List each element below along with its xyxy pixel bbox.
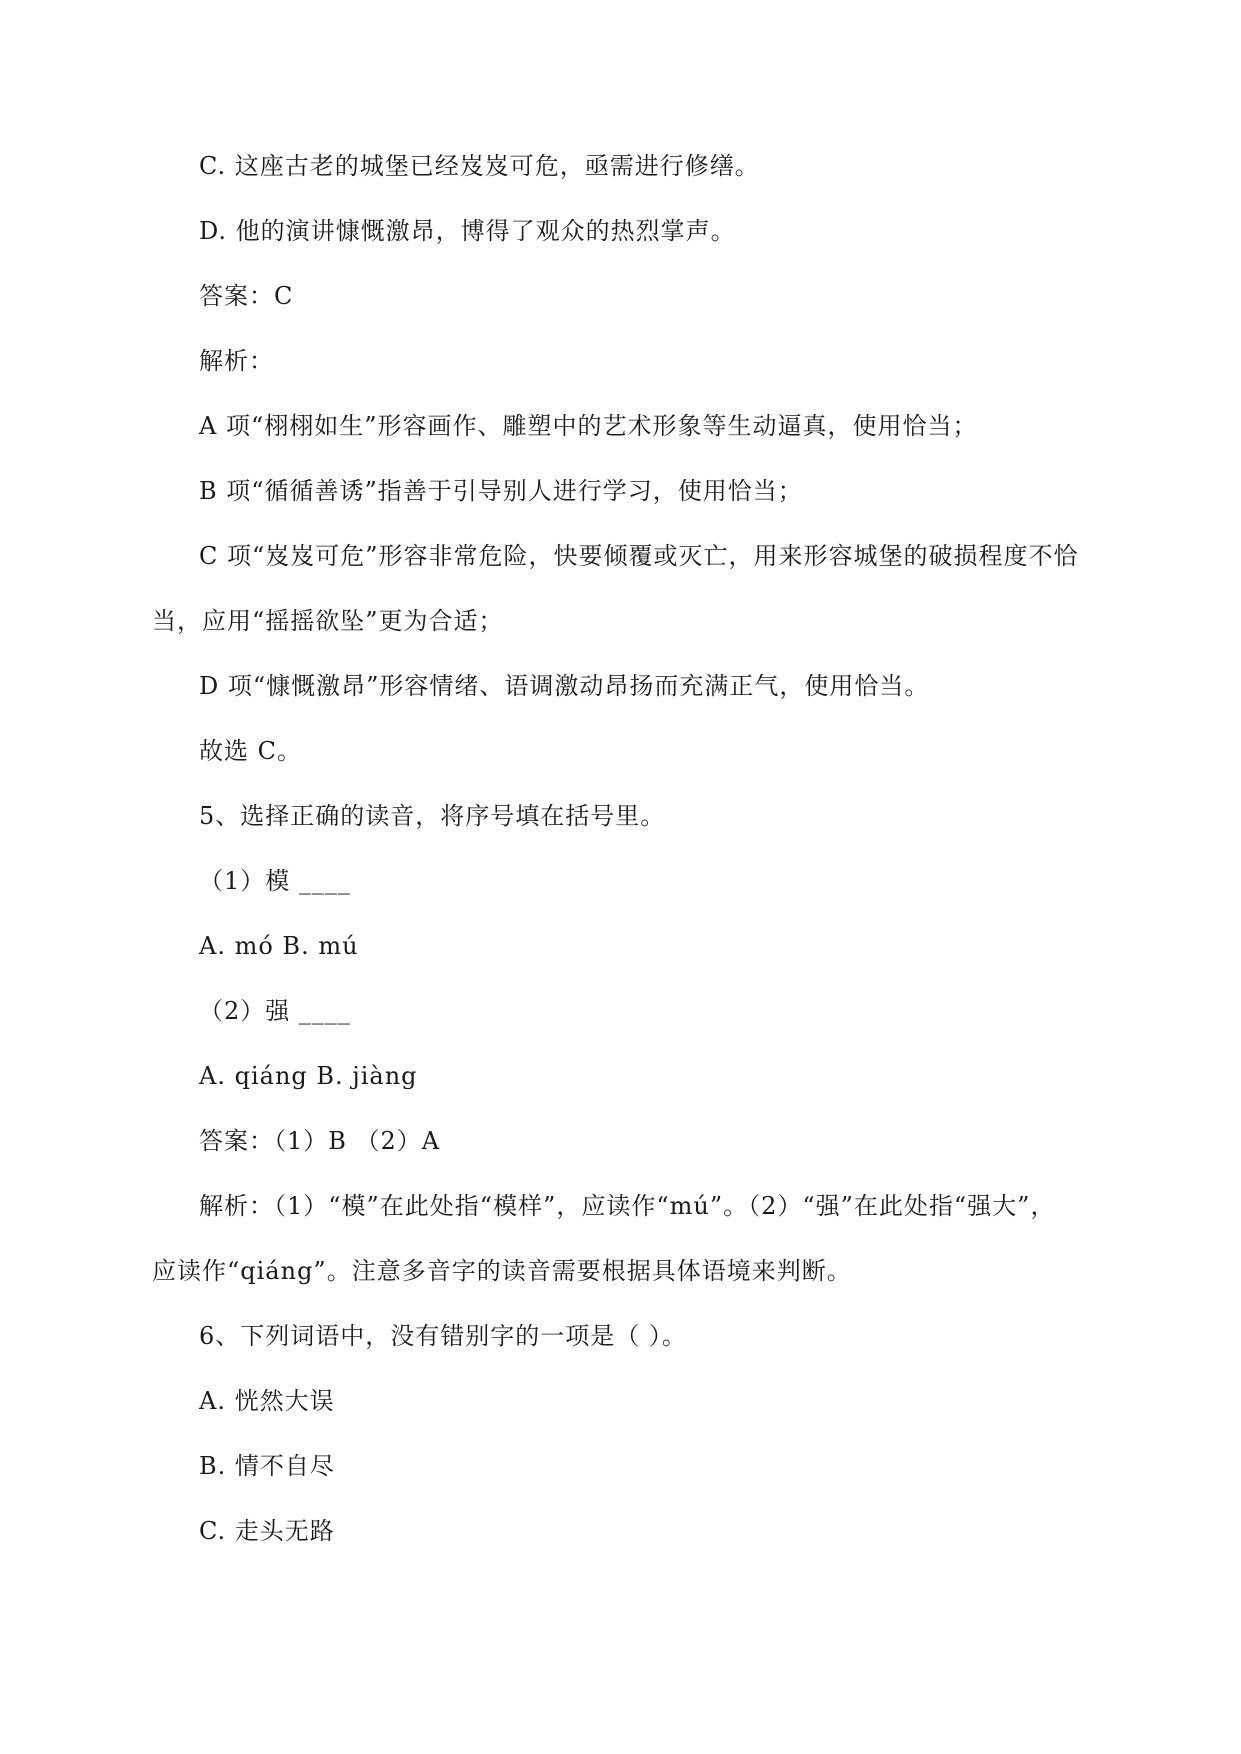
analysis-c-continued: 当，应用“摇摇欲坠”更为合适； [152, 607, 504, 635]
question-5-analysis: 解析：（1）“模”在此处指“模样”，应读作“mú”。（2）“强”在此处指“强大”， [199, 1192, 1056, 1220]
question-6-option-a: A. 恍然大误 [199, 1387, 335, 1415]
question-5-item-2: （2）强 ____ [199, 997, 351, 1025]
analysis-a: A 项“栩栩如生”形容画作、雕塑中的艺术形象等生动逼真，使用恰当； [199, 412, 978, 440]
question-5-analysis-continued: 应读作“qiáng”。注意多音字的读音需要根据具体语境来判断。 [152, 1257, 852, 1285]
question-5-item-2-options: A. qiáng B. jiàng [199, 1062, 418, 1090]
analysis-b: B 项“循循善诱”指善于引导别人进行学习，使用恰当； [199, 477, 803, 505]
question-5-answer: 答案：（1）B （2）A [199, 1127, 441, 1155]
question-6: 6、下列词语中，没有错别字的一项是（ ）。 [199, 1322, 687, 1350]
question-5: 5、选择正确的读音，将序号填在括号里。 [199, 802, 666, 830]
question-5-item-1-options: A. mó B. mú [199, 932, 359, 960]
option-d-text: D. 他的演讲慷慨激昂，博得了观众的热烈掌声。 [199, 217, 736, 245]
question-6-option-b: B. 情不自尽 [199, 1452, 335, 1480]
answer-line: 答案：C [199, 282, 294, 310]
analysis-d: D 项“慷慨激昂”形容情绪、语调激动昂扬而充满正气，使用恰当。 [199, 672, 930, 700]
question-5-item-1: （1）模 ____ [199, 867, 351, 895]
question-6-option-c: C. 走头无路 [199, 1517, 335, 1545]
analysis-c: C 项“岌岌可危”形容非常危险，快要倾覆或灭亡，用来形容城堡的破损程度不恰 [199, 542, 1079, 570]
option-c-text: C. 这座古老的城堡已经岌岌可危，亟需进行修缮。 [199, 152, 760, 180]
conclusion-line: 故选 C。 [199, 737, 302, 765]
analysis-heading: 解析： [199, 347, 274, 375]
